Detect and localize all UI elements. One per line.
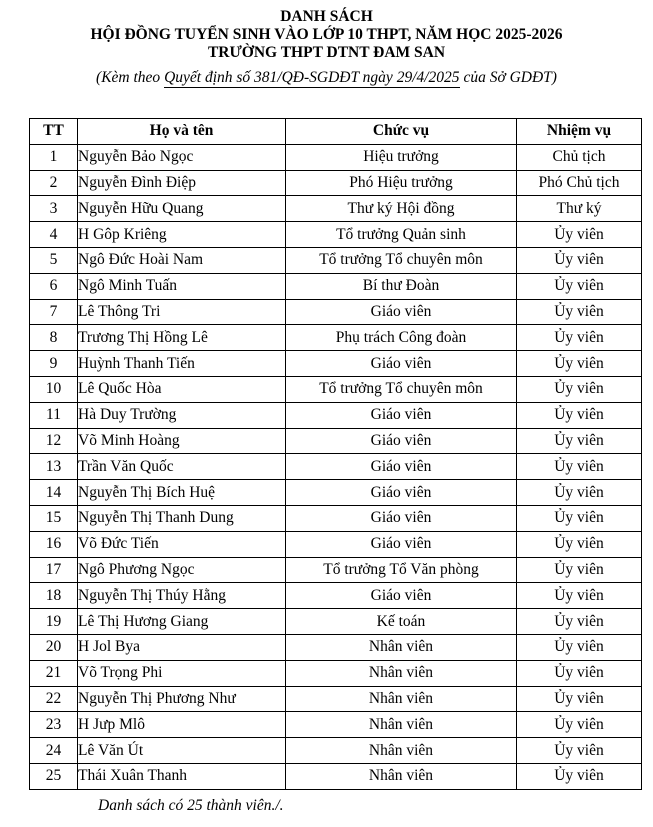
member-position: Nhân viên [286,712,517,738]
member-position: Giáo viên [286,583,517,609]
table-row [30,531,642,557]
attachment-prefix: (Kèm theo [96,69,165,86]
row-number: 7 [30,299,78,325]
row-number: 14 [30,480,78,506]
member-role: Ủy viên [517,299,642,325]
table-row [30,480,642,506]
row-number: 5 [30,247,78,273]
member-role: Ủy viên [517,583,642,609]
column-header-tt: TT [30,119,78,145]
council-name: HỘI ĐỒNG TUYỂN SINH VÀO LỚP 10 THPT, NĂM HỌC 2025-2026 [90,26,563,43]
row-number: 16 [30,531,78,557]
member-name: Lê Thông Tri [78,299,286,325]
row-number: 11 [30,402,78,428]
member-role: Ủy viên [517,454,642,480]
member-position: Tổ trưởng Quản sinh [286,222,517,248]
member-position: Nhân viên [286,738,517,764]
member-role: Ủy viên [517,480,642,506]
member-name: Nguyễn Thị Bích Huệ [78,480,286,506]
table-row [30,454,642,480]
table-row [30,738,642,764]
table-row [30,712,642,738]
member-position: Giáo viên [286,480,517,506]
member-name: Võ Trọng Phi [78,660,286,686]
column-header-role: Nhiệm vụ [517,119,642,145]
member-name: H Jol Bya [78,634,286,660]
member-name: Nguyễn Thị Thúy Hằng [78,583,286,609]
row-number: 24 [30,738,78,764]
table-row [30,557,642,583]
row-number: 6 [30,273,78,299]
member-position: Nhân viên [286,660,517,686]
table-row [30,634,642,660]
member-position: Kế toán [286,609,517,635]
member-position: Giáo viên [286,351,517,377]
member-role: Ủy viên [517,273,642,299]
row-number: 23 [30,712,78,738]
row-number: 15 [30,505,78,531]
member-position: Thư ký Hội đồng [286,196,517,222]
member-name: Ngô Phương Ngọc [78,557,286,583]
member-position: Nhân viên [286,634,517,660]
member-name: Trương Thị Hồng Lê [78,325,286,351]
member-position: Hiệu trưởng [286,144,517,170]
member-role: Ủy viên [517,505,642,531]
table-row [30,325,642,351]
row-number: 25 [30,763,78,789]
row-number: 20 [30,634,78,660]
member-position: Phó Hiệu trưởng [286,170,517,196]
member-role: Ủy viên [517,247,642,273]
member-position: Giáo viên [286,531,517,557]
member-role: Ủy viên [517,531,642,557]
member-name: Nguyễn Thị Phương Như [78,686,286,712]
row-number: 10 [30,376,78,402]
member-name: Trần Văn Quốc [78,454,286,480]
attachment-suffix: của Sở GDĐT) [459,69,557,86]
table-row [30,686,642,712]
table-row [30,505,642,531]
table-row [30,609,642,635]
member-name: Nguyễn Đình Điệp [78,170,286,196]
member-role: Ủy viên [517,738,642,764]
column-header-name: Họ và tên [78,119,286,145]
table-row [30,763,642,789]
table-row [30,402,642,428]
member-position: Giáo viên [286,428,517,454]
member-position: Tổ trưởng Tổ chuyên môn [286,376,517,402]
member-position: Nhân viên [286,686,517,712]
member-role: Ủy viên [517,222,642,248]
table-row [30,144,642,170]
table-row [30,170,642,196]
document-title: DANH SÁCH [280,8,373,25]
member-position: Tổ trưởng Tổ Văn phòng [286,557,517,583]
member-name: Nguyễn Hữu Quang [78,196,286,222]
member-rows [30,144,642,789]
decision-reference: Quyết định số 381/QĐ-SGDĐT ngày 29/4/2025 [164,69,460,86]
member-position: Tổ trưởng Tổ chuyên môn [286,247,517,273]
member-name: Nguyễn Thị Thanh Dung [78,505,286,531]
member-role: Chủ tịch [517,144,642,170]
member-name: Lê Văn Út [78,738,286,764]
member-name: Hà Duy Trường [78,402,286,428]
table-row [30,273,642,299]
row-number: 13 [30,454,78,480]
row-number: 4 [30,222,78,248]
member-role: Ủy viên [517,686,642,712]
member-name: Lê Quốc Hòa [78,376,286,402]
member-role: Thư ký [517,196,642,222]
row-number: 21 [30,660,78,686]
row-number: 22 [30,686,78,712]
member-position: Bí thư Đoàn [286,273,517,299]
member-position: Phụ trách Công đoàn [286,325,517,351]
member-role: Ủy viên [517,402,642,428]
table-row [30,583,642,609]
document-header [0,8,653,88]
member-name: Lê Thị Hương Giang [78,609,286,635]
table-row [30,351,642,377]
member-name: Ngô Minh Tuấn [78,273,286,299]
member-position: Giáo viên [286,402,517,428]
member-name: Huỳnh Thanh Tiến [78,351,286,377]
table-row [30,196,642,222]
member-position: Giáo viên [286,299,517,325]
member-role: Ủy viên [517,376,642,402]
member-position: Giáo viên [286,454,517,480]
row-number: 18 [30,583,78,609]
member-role: Ủy viên [517,712,642,738]
row-number: 2 [30,170,78,196]
member-role: Ủy viên [517,428,642,454]
member-role: Ủy viên [517,557,642,583]
member-name: Thái Xuân Thanh [78,763,286,789]
member-table [29,118,642,790]
member-count-note: Danh sách có 25 thành viên./. [98,797,284,814]
row-number: 17 [30,557,78,583]
table-row [30,299,642,325]
member-name: Ngô Đức Hoài Nam [78,247,286,273]
school-name: TRƯỜNG THPT DTNT ĐAM SAN [207,44,446,61]
member-role: Phó Chủ tịch [517,170,642,196]
row-number: 8 [30,325,78,351]
member-role: Ủy viên [517,763,642,789]
column-header-position: Chức vụ [286,119,517,145]
row-number: 3 [30,196,78,222]
member-role: Ủy viên [517,660,642,686]
table-row [30,660,642,686]
member-name: H Jưp Mlô [78,712,286,738]
member-name: H Gôp Kriêng [78,222,286,248]
row-number: 12 [30,428,78,454]
row-number: 9 [30,351,78,377]
member-position: Giáo viên [286,505,517,531]
table-row [30,247,642,273]
table-row [30,376,642,402]
table-row [30,222,642,248]
member-role: Ủy viên [517,634,642,660]
member-name: Võ Đức Tiến [78,531,286,557]
member-name: Võ Minh Hoàng [78,428,286,454]
member-position: Nhân viên [286,763,517,789]
table-header-row [30,119,642,145]
attachment-note [0,69,653,88]
row-number: 1 [30,144,78,170]
member-role: Ủy viên [517,325,642,351]
member-role: Ủy viên [517,609,642,635]
row-number: 19 [30,609,78,635]
member-role: Ủy viên [517,351,642,377]
table-row [30,428,642,454]
member-name: Nguyễn Bảo Ngọc [78,144,286,170]
